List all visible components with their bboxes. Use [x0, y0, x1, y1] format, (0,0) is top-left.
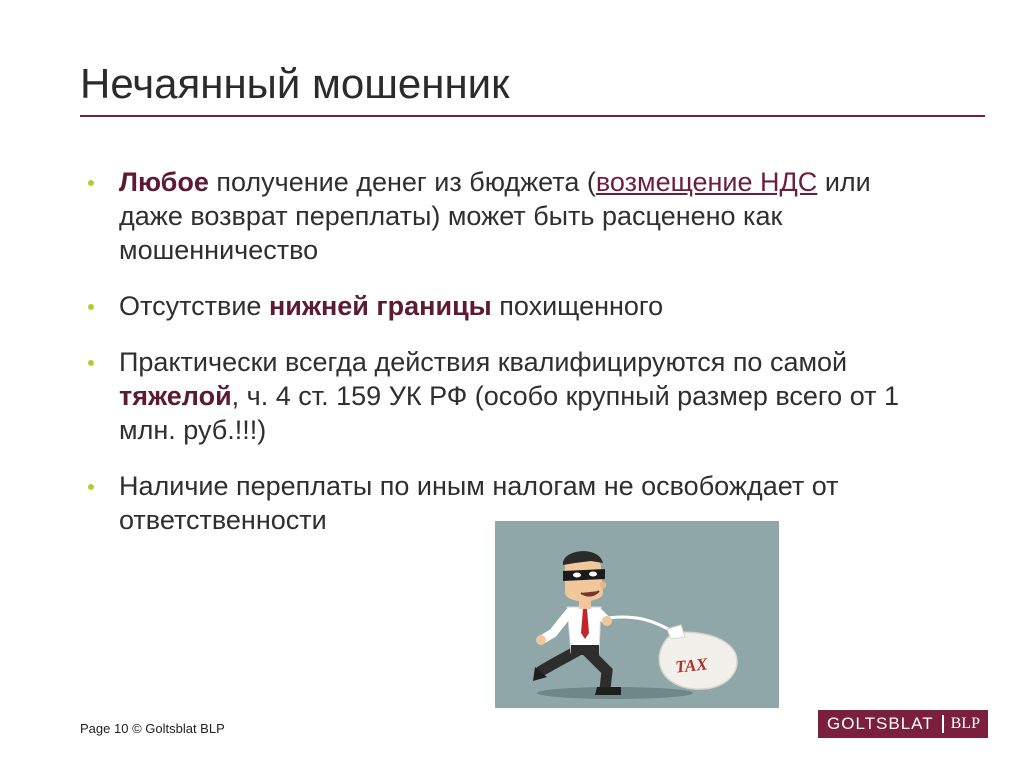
copyright-notice: © Goltsblat BLP: [132, 721, 225, 736]
bullet-emphasis: Любое: [119, 167, 209, 197]
thief-belt: [571, 645, 599, 655]
bullet-marker: [88, 360, 94, 366]
bullet-item: [88, 165, 938, 267]
thief-front-shoe: [595, 687, 621, 695]
page-number: Page 10: [80, 721, 129, 736]
bullet-marker: [88, 304, 94, 310]
bullet-marker: [88, 180, 94, 186]
thief-mask: [563, 569, 605, 581]
thief-front-leg: [587, 651, 607, 689]
bullet-item: [88, 289, 938, 323]
thief-eye-left: [573, 573, 581, 578]
tax-thief-drawing: [495, 521, 779, 708]
bullet-text: или даже возврат переплаты) может быть расценено как мошенничество: [119, 167, 871, 265]
thief-eye-right: [589, 572, 597, 577]
vat-refund-link[interactable]: возмещение НДС: [595, 167, 818, 197]
bullet-text: Наличие переплаты по иным налогам не освобождает от ответственности: [119, 471, 839, 535]
goltsblat-logo: [818, 710, 988, 738]
tax-bag-icon: [659, 625, 737, 689]
bullet-text: , ч. 4 ст. 159 УК РФ (особо крупный размер всего от 1 млн. руб.!!!): [119, 381, 899, 445]
bullet-emphasis: тяжелой: [119, 381, 232, 411]
bullet-emphasis: нижней границы: [268, 291, 492, 321]
slide-title: Нечаянный мошенник: [80, 60, 510, 107]
bullet-text: Практически всегда действия квалифицируются по самой: [119, 347, 848, 377]
brand-name: GOLTSBLAT: [827, 714, 934, 733]
tax-thief-illustration: [495, 521, 779, 708]
brand-suffix: BLP: [950, 715, 980, 732]
tax-bag-label: TAX: [674, 654, 709, 677]
title-divider: [80, 115, 985, 117]
bullet-text: похищенного: [491, 291, 664, 321]
thief-back-hand: [536, 635, 546, 645]
bullet-list: [88, 165, 938, 537]
bullet-text: Отсутствие: [119, 291, 269, 321]
bag-rope: [601, 617, 675, 633]
thief-nose: [600, 582, 607, 589]
bullet-marker: [88, 484, 94, 490]
bullet-text: получение денег из бюджета (: [208, 167, 596, 197]
thief-front-hand: [602, 616, 612, 626]
thief-back-arm: [543, 613, 569, 639]
bullet-item: [88, 345, 938, 447]
page-footer: [80, 721, 225, 736]
